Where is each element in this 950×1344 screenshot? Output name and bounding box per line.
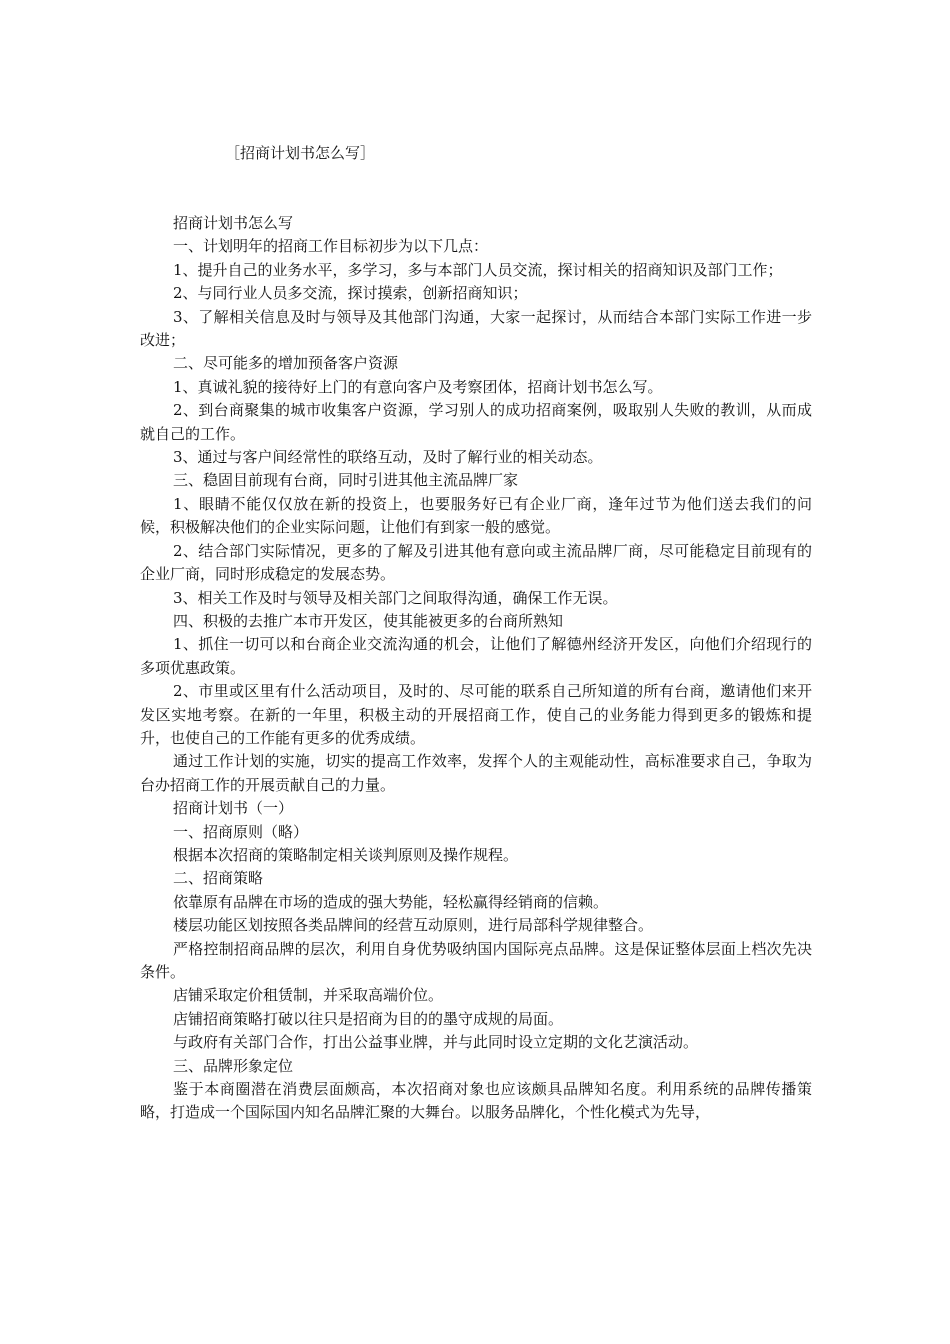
paragraph: 二、招商策略	[173, 869, 264, 888]
paragraph: 二、尽可能多的增加预备客户资源	[173, 354, 399, 373]
paragraph: 1、提升自己的业务水平，多学习，多与本部门人员交流，探讨相关的招商知识及部门工作；	[173, 260, 783, 279]
paragraph: 鉴于本商圈潜在消费层面颇高，本次招商对象也应该颇具品牌知名度。利用系统的品牌传播策略，打造成一个国际国内知名品牌汇聚的大舞台。以服务品牌化，个性化模式为先导，	[140, 1080, 812, 1122]
paragraph: 严格控制招商品牌的层次，利用自身优势吸纳国内国际亮点品牌。这是保证整体层面上档次先决条件。	[140, 939, 812, 981]
paragraph: 招商计划书（一）	[173, 799, 294, 818]
paragraph: 与政府有关部门合作，打出公益事业牌，并与此同时设立定期的文化艺演活动。	[173, 1033, 699, 1052]
paragraph: 2、市里或区里有什么活动项目，及时的、尽可能的联系自己所知道的所有台商，邀请他们来开发区实地考察。在新的一年里，积极主动的开展招商工作，使自己的业务能力得到更多的锻炼和提升，也使自己的工作能有更多的优秀成绩。	[140, 682, 812, 747]
paragraph: 2、结合部门实际情况，更多的了解及引进其他有意向或主流品牌厂商，尽可能稳定目前现有的企业厂商，同时形成稳定的发展态势。	[140, 541, 812, 584]
document-title: ［招商计划书怎么写］	[225, 144, 376, 162]
paragraph: 3、了解相关信息及时与领导及其他部门沟通，大家一起探讨，从而结合本部门实际工作进一步改进；	[140, 307, 812, 350]
paragraph: 一、招商原则（略）	[173, 822, 309, 841]
paragraph: 三、品牌形象定位	[173, 1056, 294, 1075]
document-body	[140, 212, 812, 1125]
paragraph: 2、到台商聚集的城市收集客户资源，学习别人的成功招商案例，吸取别人失败的教训，从而成就自己的工作。	[140, 401, 812, 443]
paragraph: 2、与同行业人员多交流，探讨摸索，创新招商知识；	[173, 284, 528, 303]
paragraph: 楼层功能区划按照各类品牌间的经营互动原则，进行局部科学规律整合。	[173, 916, 654, 935]
paragraph: 四、积极的去推广本市开发区，使其能被更多的台商所熟知	[173, 611, 564, 630]
paragraph: 一、计划明年的招商工作目标初步为以下几点：	[173, 237, 489, 256]
paragraph: 3、相关工作及时与领导及相关部门之间取得沟通，确保工作无误。	[173, 588, 618, 607]
paragraph: 1、眼睛不能仅仅放在新的投资上，也要服务好已有企业厂商，逢年过节为他们送去我们的问候，积极解决他们的企业实际问题，让他们有到家一般的感觉。	[140, 494, 812, 537]
paragraph: 三、稳固目前现有台商，同时引进其他主流品牌厂家	[173, 471, 519, 490]
paragraph: 依靠原有品牌在市场的造成的强大势能，轻松赢得经销商的信赖。	[173, 892, 609, 911]
paragraph: 店铺招商策略打破以往只是招商为目的的墨守成规的局面。	[173, 1009, 564, 1028]
paragraph: 1、真诚礼貌的接待好上门的有意向客户及考察团体，招商计划书怎么写。	[173, 377, 663, 396]
paragraph: 招商计划书怎么写	[173, 214, 294, 232]
paragraph: 通过工作计划的实施，切实的提高工作效率，发挥个人的主观能动性，高标准要求自己，争取为台办招商工作的开展贡献自己的力量。	[140, 752, 812, 794]
paragraph: 1、抓住一切可以和台商企业交流沟通的机会，让他们了解德州经济开发区，向他们介绍现行的多项优惠政策。	[140, 635, 812, 677]
paragraph: 店铺采取定价租赁制，并采取高端价位。	[173, 986, 444, 1005]
paragraph: 根据本次招商的策略制定相关谈判原则及操作规程。	[173, 845, 519, 864]
paragraph: 3、通过与客户间经常性的联络互动，及时了解行业的相关动态。	[173, 448, 603, 467]
